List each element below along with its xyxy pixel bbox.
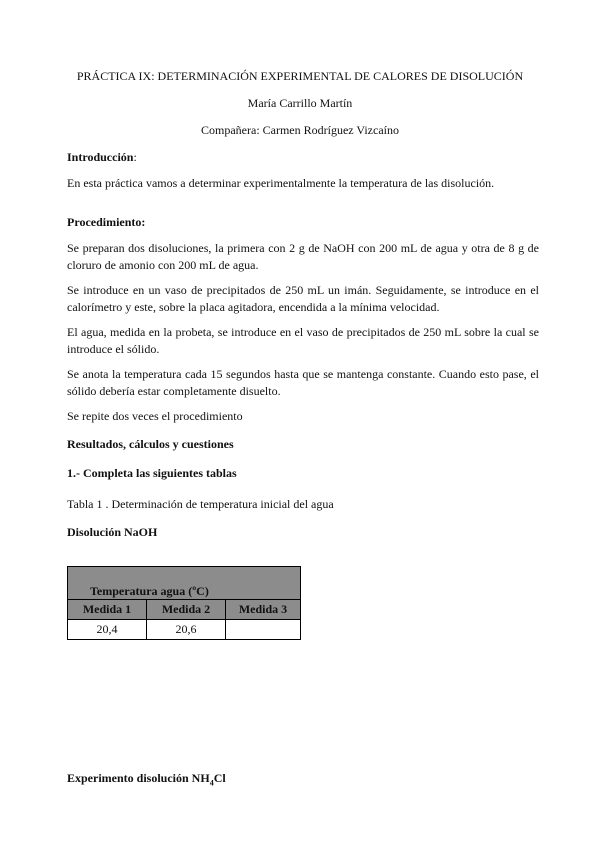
procedure-paragraph-5: Se repite dos veces el procedimiento: [67, 409, 243, 423]
procedure-paragraph-4: Se anota la temperatura cada 15 segundos hasta que se mantenga constante. Cuando esto pase, el sólido debería estar completamente disuelto.: [67, 367, 539, 398]
table-cell: 20,4: [68, 620, 147, 640]
table-cell: [226, 620, 301, 640]
intro-text: En esta práctica vamos a determinar experimentalmente la temperatura de las disolución.: [67, 176, 495, 190]
question-1-heading: 1.- Completa las siguientes tablas: [67, 466, 237, 480]
procedure-paragraph-3: El agua, medida en la probeta, se introduce en el vaso de precipitados de 250 mL sobre la cual se introduce el sólido.: [67, 325, 539, 356]
naoh-heading: Disolución NaOH: [67, 525, 158, 539]
partner-name: Compañera: Carmen Rodríguez Vizcaíno: [201, 123, 399, 137]
table-cell: 20,6: [147, 620, 226, 640]
temperature-table: [67, 566, 301, 640]
results-heading: Resultados, cálculos y cuestiones: [67, 437, 234, 451]
table-header: Medida 1: [68, 600, 147, 620]
document-title: PRÁCTICA IX: DETERMINACIÓN EXPERIMENTAL DE CALORES DE DISOLUCIÓN: [76, 69, 524, 83]
nh4cl-heading: Experimento disolución $NH_4Cl$: [67, 771, 226, 788]
procedure-paragraph-1: Se preparan dos disoluciones, la primera con 2 g de NaOH con 200 mL de agua y otra de 8 g de cloruro de amonio con 200 mL de agua.: [67, 241, 539, 272]
intro-heading: Introducción:: [67, 150, 137, 164]
table-header: Medida 3: [226, 600, 301, 620]
table-header: Medida 2: [147, 600, 226, 620]
procedure-heading: Procedimiento:: [67, 215, 146, 229]
author-name: María Carrillo Martín: [247, 96, 353, 110]
table-caption: Tabla 1 . Determinación de temperatura inicial del agua: [67, 497, 334, 511]
table-title: Temperatura agua (ºC): [68, 567, 301, 600]
procedure-paragraph-2: Se introduce en un vaso de precipitados de 250 mL un imán. Seguidamente, se introduce en el calorímetro y este, sobre la placa agitadora, encendida a la mínima velocidad.: [67, 283, 539, 314]
